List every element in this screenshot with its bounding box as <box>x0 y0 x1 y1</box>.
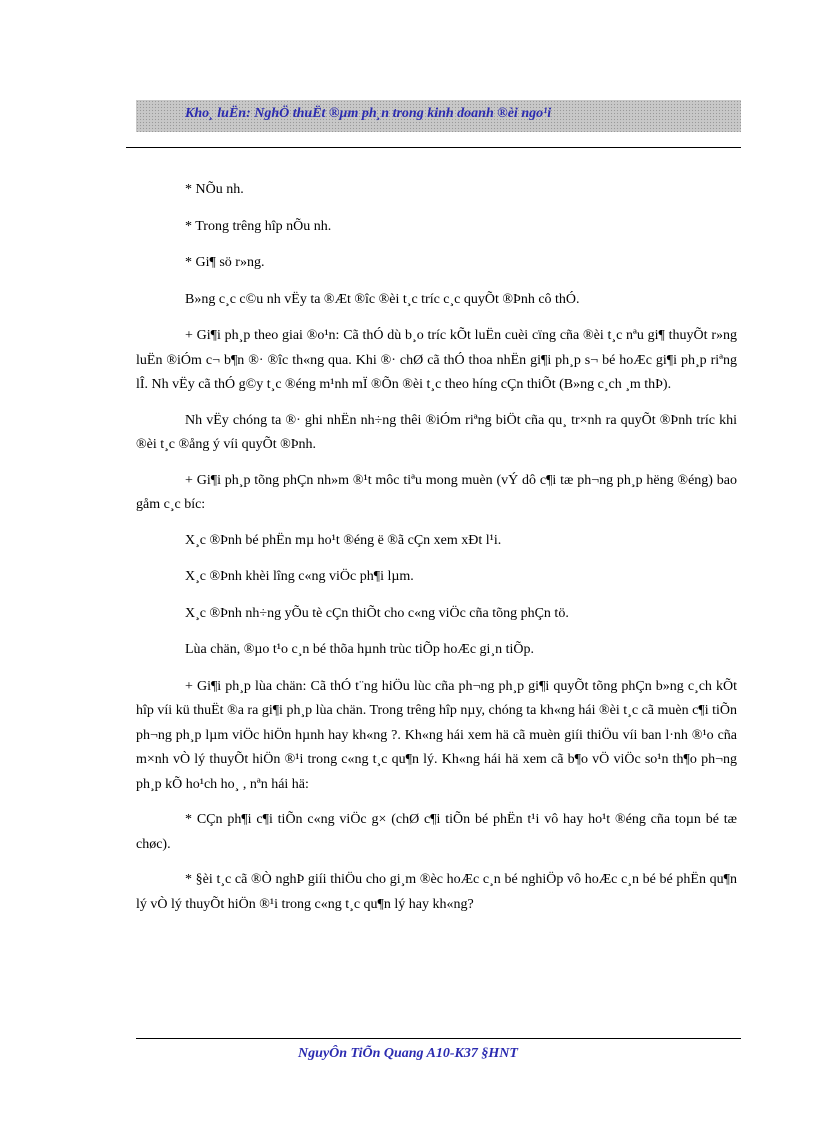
paragraph: + Gi¶i ph¸p lùa chän: Cã thÓ t¨ng hiÖu lùc cña ph¬ng ph¸p gi¶i quyÕt tõng phÇn b»ng c¸ch kÕt hîp víi kü thuËt ®a ra gi¶i ph¸p lùa chän. Trong trêng hîp nµy, chóng ta kh«ng hái ®èi t¸c cã muèn c¶i tiÕn ph¬ng ph¸p lµm viÖc hiÖn hµnh hay kh«ng ?. Kh«ng hái xem hä cã muèn giíi thiÖu víi ban l·nh ®¹o cña m×nh vÒ lý thuyÕt hiÖn ®¹i trong c«ng t¸c qu¶n lý. Kh«ng hái hä xem cã b¶o vÖ viÖc so¹n th¶o ph¬ng ph¸p kÕ ho¹ch ho¸ , nªn hái hä: <box>136 678 737 792</box>
header-rule <box>126 147 741 148</box>
paragraph: * Gi¶ sö r»ng. <box>185 255 265 270</box>
footer-rule <box>136 1038 741 1039</box>
paragraph: B»ng c¸c c©u nh vËy ta ®Æt ®îc ®èi t¸c tríc c¸c quyÕt ®Þnh cô thÓ. <box>185 291 580 307</box>
paragraph: + Gi¶i ph¸p tõng phÇn nh»m ®¹t môc tiªu mong muèn (vÝ dô c¶i tæ ph¬ng ph¸p hëng ®éng) bao gåm c¸c bíc: <box>136 472 737 512</box>
paragraph: * §èi t¸c cã ®Ò nghÞ giíi thiÖu cho gi¸m ®èc hoÆc c¸n bé nghiÖp vô hoÆc c¸n bé bé phËn qu¶n lý vÒ lý thuyÕt hiÖn ®¹i trong c«ng t¸c qu¶n lý hay kh«ng? <box>136 872 737 912</box>
paragraph: * CÇn ph¶i c¶i tiÕn c«ng viÖc g× (chØ c¶i tiÕn bé phËn t¹i vô hay ho¹t ®éng cña toµn bé tæ chøc). <box>136 812 737 852</box>
paragraph: X¸c ®Þnh nh÷ng yÕu tè cÇn thiÕt cho c«ng viÖc cña tõng phÇn tö. <box>185 605 569 621</box>
paragraph: Nh vËy chóng ta ®· ghi nhËn nh÷ng thêi ®iÓm riªng biÖt cña qu¸ tr×nh ra quyÕt ®Þnh tríc khi ®èi t¸c ®ång ý víi quyÕt ®Þnh. <box>136 412 737 452</box>
body-text <box>136 178 737 928</box>
header-title: Kho¸ luËn: NghÖ thuËt ®µm ph¸n trong kinh doanh ®èi ngo¹i <box>185 106 552 121</box>
paragraph: X¸c ®Þnh khèi lîng c«ng viÖc ph¶i lµm. <box>185 569 414 584</box>
paragraph: Lùa chän, ®µo t¹o c¸n bé thõa hµnh trùc tiÕp hoÆc gi¸n tiÕp. <box>185 642 535 657</box>
paragraph: + Gi¶i ph¸p theo giai ®o¹n: Cã thÓ dù b¸o tríc kÕt luËn cuèi cïng cña ®èi t¸c nªu gi¶ thuyÕt r»ng luËn ®iÓm c¬ b¶n ®· ®îc th«ng qua. Khi ®· chØ cã thÓ thoa nhËn gi¶i ph¸p s¬ bé hoÆc gi¶i ph¸p riªng lÎ. Nh vËy cã thÓ g©y t¸c ®éng m¹nh mÏ ®Õn ®èi t¸c theo híng cÇn thiÕt (B»ng c¸ch ¸m thÞ). <box>136 328 737 392</box>
paragraph: * NÕu nh. <box>185 182 244 197</box>
paragraph: X¸c ®Þnh bé phËn mµ ho¹t ®éng ë ®ã cÇn xem xÐt l¹i. <box>185 532 502 548</box>
paragraph: * Trong trêng hîp nÕu nh. <box>185 218 332 234</box>
footer-author: NguyÔn TiÕn Quang A10-K37 §HNT <box>298 1046 518 1061</box>
